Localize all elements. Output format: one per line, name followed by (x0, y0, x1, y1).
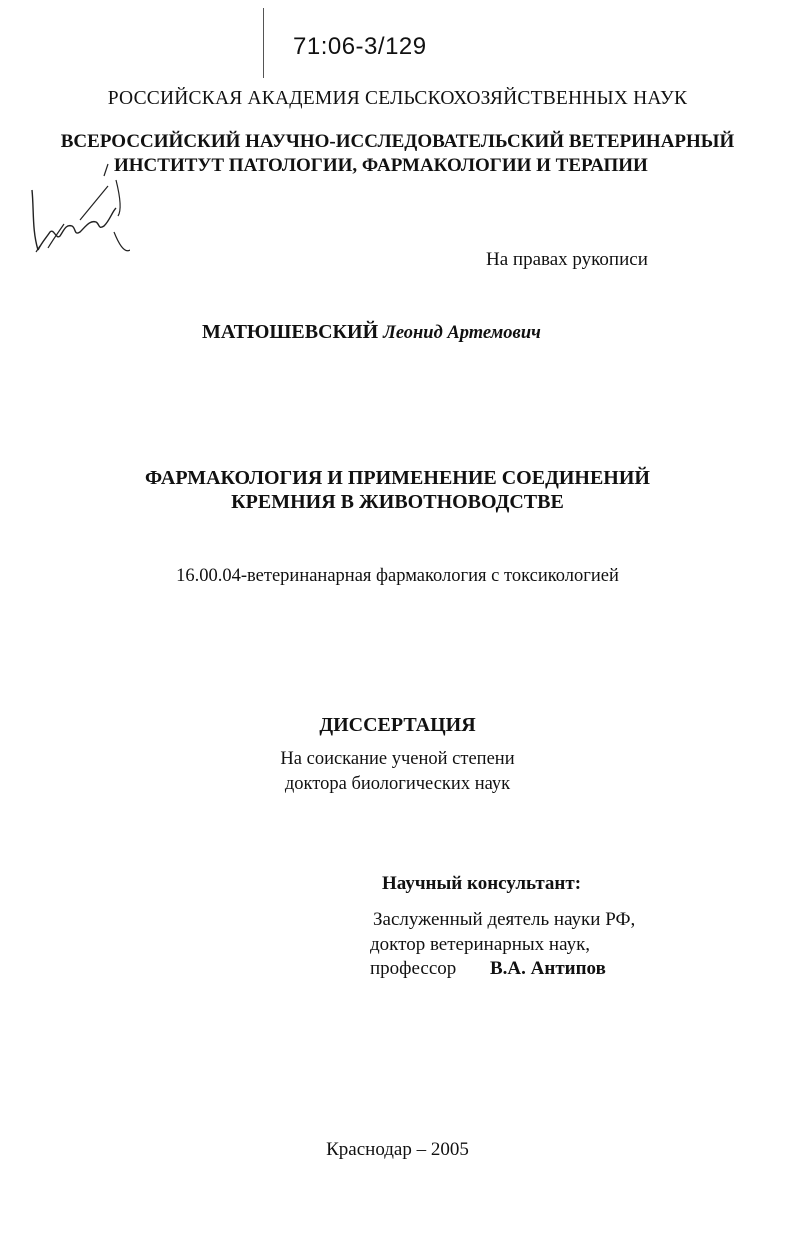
consultant-title: профессор (370, 958, 457, 979)
rights-note: На правах рукописи (486, 249, 648, 270)
archive-stamp-code: 71:06-3/129 (293, 33, 427, 60)
degree-line2: доктора биологических наук (284, 774, 511, 794)
consultant-line2: доктор ветеринарных наук, (370, 934, 591, 955)
dissertation-title-line2: КРЕМНИЯ В ЖИВОТНОВОДСТВЕ (231, 491, 564, 513)
city-year: Краснодар – 2005 (326, 1139, 469, 1160)
author-given-names: Леонид Артемович (383, 323, 541, 343)
author-name (202, 321, 541, 344)
document-type: ДИССЕРТАЦИЯ (319, 714, 476, 736)
dissertation-title-line1: ФАРМАКОЛОГИЯ И ПРИМЕНЕНИЕ СОЕДИНЕНИЙ (145, 467, 650, 489)
stamp-divider-line (263, 8, 264, 78)
academy-name: РОССИЙСКАЯ АКАДЕМИЯ СЕЛЬСКОХОЗЯЙСТВЕННЫХ НАУК (107, 88, 688, 109)
consultant-heading: Научный консультант: (382, 873, 582, 894)
institute-name-line2: ИНСТИТУТ ПАТОЛОГИИ, ФАРМАКОЛОГИИ И ТЕРАПИИ (114, 155, 648, 176)
author-surname: МАТЮШЕВСКИЙ (202, 321, 379, 343)
institute-name-line1: ВСЕРОССИЙСКИЙ НАУЧНО-ИССЛЕДОВАТЕЛЬСКИЙ ВЕТЕРИНАРНЫЙ (60, 131, 735, 152)
consultant-line1: Заслуженный деятель науки РФ, (373, 909, 636, 930)
handwritten-signature-icon (20, 150, 130, 270)
specialty-code: 16.00.04-ветеринанарная фармакология с токсикологией (176, 566, 619, 586)
consultant-name: В.А. Антипов (490, 958, 606, 979)
degree-line1: На соискание ученой степени (280, 749, 515, 769)
